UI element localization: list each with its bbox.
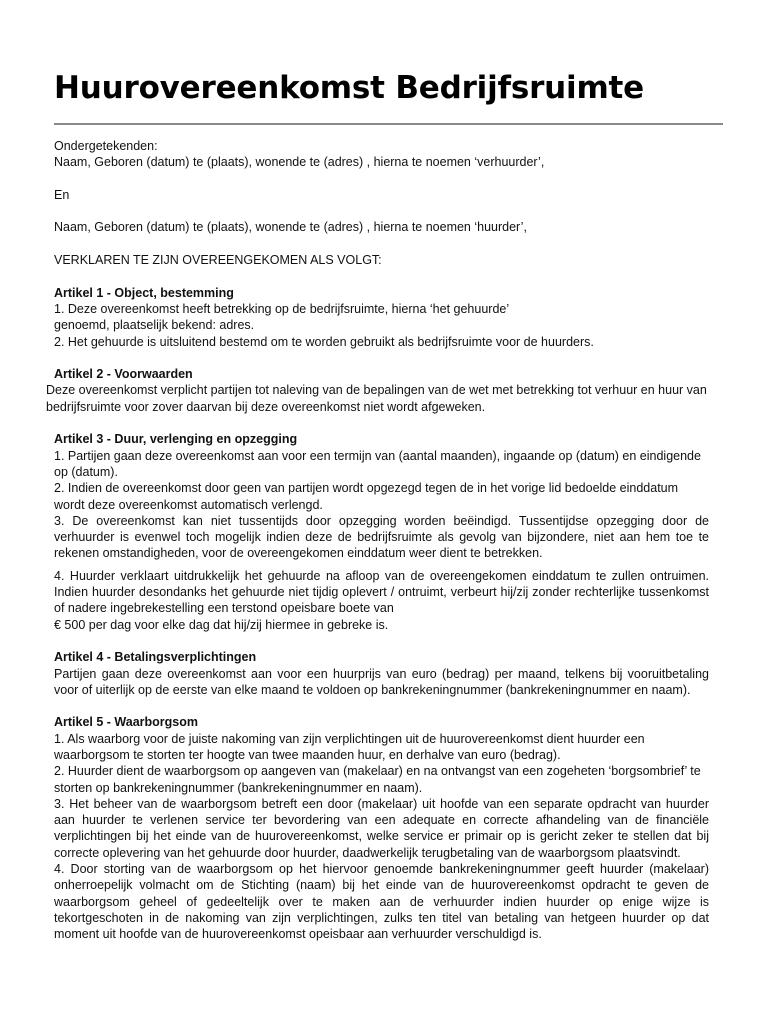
- article-2-paragraph: Deze overeenkomst verplicht partijen tot naleving van de bepalingen van de wet met betrekking tot verhuur en huur van bedrijfsruimte voor zover daarvan bij deze overeenkomst niet wordt afgeweken.: [46, 383, 707, 414]
- article-3-paragraph-2: 2. Indien de overeenkomst door geen van partijen wordt opgezegd tegen de in het vorige lid bedoelde einddatum wordt deze overeenkomst automatisch verlengd.: [54, 481, 679, 512]
- document-title: Huurovereenkomst Bedrijfsruimte: [54, 70, 645, 106]
- article-3-paragraph-4: 4. Huurder verklaart uitdrukkelijk het gehuurde na afloop van de overeengekomen einddatum te zullen ontruimen. Indien huurder desondanks het gehuurde niet tijdig oplevert / ontruimt, verbeurt hij/zij zonder rechterlijke tussenkomst of nadere ingebrekestelling een terstond opeisbare boete van: [54, 568, 709, 616]
- article-4-heading: Artikel 4 - Betalingsverplichtingen: [54, 650, 257, 665]
- article-5-paragraph-4: 4. Door storting van de waarborgsom op het hiervoor genoemde bankrekeningnummer geeft huurder (makelaar) onherroepelijk volmacht om de Stichting (naam) bij het einde van de huurovereenkomst opdracht te geven de waarborgsom geheel of gedeeltelijk over te maken aan de verhuurder indien huurder op enige wijze is tekortgeschoten in de nakoming van zijn verplichtingen, zulks ten titel van betaling van hetgeen huurder op dat moment uit hoofde van de huurovereenkomst opeisbaar aan verhuurder verschuldigd is.: [54, 862, 709, 942]
- article-1-paragraph-2: 2. Het gehuurde is uitsluitend bestemd om te worden gebruikt als bedrijfsruimte voor de huurders.: [54, 334, 594, 349]
- intro-ondergetekenden: Ondergetekenden:: [54, 139, 158, 153]
- article-3-paragraph-1: 1. Partijen gaan deze overeenkomst aan voor een termijn van (aantal maanden), ingaande op (datum) en eindigende op (datum).: [54, 448, 701, 479]
- article-5-paragraph-1: 1. Als waarborg voor de juiste nakoming van zijn verplichtingen uit de huurovereenkomst dient huurder een waarborgsom te storten ter hoogte van twee maanden huur, en derhalve van euro (bedrag).: [54, 731, 645, 762]
- article-5-paragraph-3: 3. Het beheer van de waarborgsom betreft een door (makelaar) uit hoofde van een separate opdracht van huurder aan huurder te verlenen service ter bevordering van een adequate en correcte afhandeling van de financiële verplichtingen bij het einde van de huurovereenkomst, welke service er primair op is gericht zeker te stellen dat bij correcte oplevering van het gehuurde door huurder, daadwerkelijk terugbetaling van de waarborgsom plaatsvindt.: [54, 796, 709, 860]
- article-2-heading: Artikel 2 - Voorwaarden: [54, 367, 193, 382]
- article-3-heading: Artikel 3 - Duur, verlenging en opzegging: [54, 432, 298, 447]
- article-1-paragraph-1a: 1. Deze overeenkomst heeft betrekking op de bedrijfsruimte, hierna ‘het gehuurde’: [54, 301, 510, 316]
- article-5-heading: Artikel 5 - Waarborgsom: [54, 715, 199, 730]
- article-4-paragraph: Partijen gaan deze overeenkomst aan voor een huurprijs van euro (bedrag) per maand, telkens bij vooruitbetaling voor of uiterlijk op de eerste van elke maand te voldoen op bankrekeningnummer (bankrekeningnummer en naam).: [54, 666, 709, 697]
- article-1-heading: Artikel 1 - Object, bestemming: [54, 285, 234, 300]
- article-1-paragraph-1b: genoemd, plaatselijk bekend: adres.: [54, 318, 255, 333]
- document-body: [46, 138, 709, 943]
- article-5-paragraph-2: 2. Huurder dient de waarborgsom op aangeven van (makelaar) en na ontvangst van een zogeheten ‘borgsombrief’ te storten op bankrekeningnummer (bankrekeningnummer en naam).: [54, 764, 701, 795]
- intro-party-huurder: Naam, Geboren (datum) te (plaats), wonende te (adres) , hierna te noemen ‘huurder’,: [54, 220, 527, 235]
- article-3-paragraph-3: 3. De overeenkomst kan niet tussentijds door opzegging worden beëindigd. Tussentijdse opzegging door de verhuurder is evenwel toch mogelijk indien deze de bedrijfsruimte als gevolg van bijzondere, niet aan hem toe te rekenen omstandigheden, voor de overeengekomen einddatum weer dient te betrekken.: [54, 513, 709, 561]
- title-divider: [54, 123, 723, 125]
- article-3-paragraph-4-boete: € 500 per dag voor elke dag dat hij/zij hiermee in gebreke is.: [54, 617, 389, 632]
- intro-party-verhuurder: Naam, Geboren (datum) te (plaats), wonende te (adres) , hierna te noemen ‘verhuurder’,: [54, 155, 545, 170]
- intro-verklaren: VERKLAREN TE ZIJN OVEREENGEKOMEN ALS VOLGT:: [54, 253, 382, 268]
- intro-en: En: [54, 187, 70, 202]
